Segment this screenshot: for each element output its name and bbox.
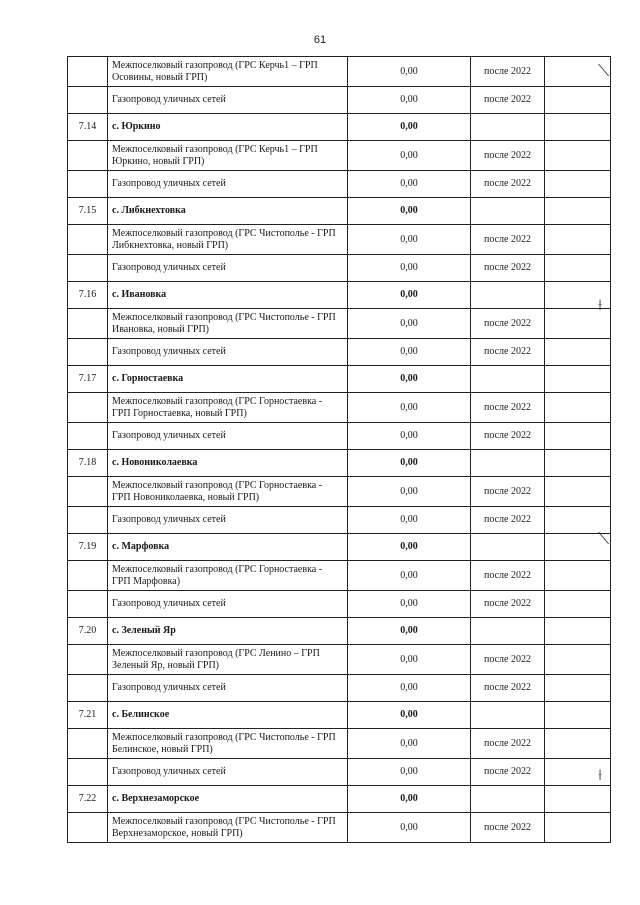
settlement-row: [68, 450, 611, 477]
row-name: Межпоселковый газопровод (ГРС Чистополье - ГРП Белинское, новый ГРП): [108, 729, 348, 759]
row-period: после 2022: [471, 813, 545, 843]
row-name: Межпоселковый газопровод (ГРС Керчь1 – ГРП Осовины, новый ГРП): [108, 57, 348, 87]
row-extra: [545, 141, 611, 171]
table-body: [68, 57, 611, 843]
row-period: после 2022: [471, 645, 545, 675]
pipeline-row: [68, 87, 611, 114]
row-period: после 2022: [471, 759, 545, 786]
row-extra: [545, 675, 611, 702]
row-extra: [545, 591, 611, 618]
row-extra: [545, 645, 611, 675]
row-period: после 2022: [471, 57, 545, 87]
row-value: 0,00: [348, 591, 471, 618]
row-value: 0,00: [348, 477, 471, 507]
row-period: после 2022: [471, 507, 545, 534]
row-value: 0,00: [348, 225, 471, 255]
row-period: после 2022: [471, 141, 545, 171]
row-value: 0,00: [348, 729, 471, 759]
row-number: 7.16: [68, 282, 108, 309]
settlement-row: [68, 198, 611, 225]
row-extra: [545, 171, 611, 198]
row-value: 0,00: [348, 198, 471, 225]
row-period: [471, 702, 545, 729]
row-number: [68, 675, 108, 702]
pipeline-row: [68, 423, 611, 450]
row-value: 0,00: [348, 759, 471, 786]
row-name: Газопровод уличных сетей: [108, 339, 348, 366]
row-name: с. Белинское: [108, 702, 348, 729]
row-value: 0,00: [348, 255, 471, 282]
row-number: 7.19: [68, 534, 108, 561]
pipeline-row: [68, 759, 611, 786]
row-extra: [545, 225, 611, 255]
row-period: после 2022: [471, 561, 545, 591]
pipeline-row: [68, 255, 611, 282]
row-value: 0,00: [348, 339, 471, 366]
row-extra: [545, 423, 611, 450]
row-name: Газопровод уличных сетей: [108, 591, 348, 618]
row-number: [68, 423, 108, 450]
row-name: с. Марфовка: [108, 534, 348, 561]
settlement-row: [68, 114, 611, 141]
row-extra: [545, 813, 611, 843]
row-value: 0,00: [348, 507, 471, 534]
row-number: [68, 729, 108, 759]
row-value: 0,00: [348, 309, 471, 339]
row-period: после 2022: [471, 477, 545, 507]
pipeline-row: [68, 309, 611, 339]
row-extra: [545, 450, 611, 477]
row-period: [471, 282, 545, 309]
row-extra: [545, 87, 611, 114]
row-name: с. Либкнехтовка: [108, 198, 348, 225]
row-name: с. Юркино: [108, 114, 348, 141]
row-value: 0,00: [348, 645, 471, 675]
pipeline-row: [68, 57, 611, 87]
pipeline-row: [68, 171, 611, 198]
row-name: Газопровод уличных сетей: [108, 171, 348, 198]
row-extra: [545, 786, 611, 813]
row-period: после 2022: [471, 393, 545, 423]
margin-tick-mark: ⟍: [598, 61, 610, 80]
row-name: Межпоселковый газопровод (ГРС Керчь1 – ГРП Юркино, новый ГРП): [108, 141, 348, 171]
row-name: с. Горностаевка: [108, 366, 348, 393]
row-value: 0,00: [348, 141, 471, 171]
row-number: [68, 477, 108, 507]
row-period: после 2022: [471, 309, 545, 339]
row-number: 7.17: [68, 366, 108, 393]
row-period: [471, 534, 545, 561]
settlement-row: [68, 534, 611, 561]
row-extra: [545, 702, 611, 729]
row-name: с. Новониколаевка: [108, 450, 348, 477]
row-name: с. Зеленый Яр: [108, 618, 348, 645]
row-value: 0,00: [348, 423, 471, 450]
row-value: 0,00: [348, 813, 471, 843]
row-name: Межпоселковый газопровод (ГРС Чистополье - ГРП Верхнезаморское, новый ГРП): [108, 813, 348, 843]
settlement-row: [68, 366, 611, 393]
row-number: [68, 561, 108, 591]
row-number: [68, 507, 108, 534]
row-number: [68, 309, 108, 339]
row-number: [68, 759, 108, 786]
row-value: 0,00: [348, 393, 471, 423]
row-extra: [545, 477, 611, 507]
row-name: Газопровод уличных сетей: [108, 759, 348, 786]
row-name: Межпоселковый газопровод (ГРС Чистополье - ГРП Либкнехтовка, новый ГРП): [108, 225, 348, 255]
row-period: [471, 366, 545, 393]
row-period: [471, 114, 545, 141]
row-period: [471, 618, 545, 645]
row-period: после 2022: [471, 591, 545, 618]
row-value: 0,00: [348, 534, 471, 561]
row-number: [68, 255, 108, 282]
row-number: [68, 225, 108, 255]
row-value: 0,00: [348, 282, 471, 309]
row-name: с. Верхнезаморское: [108, 786, 348, 813]
row-period: после 2022: [471, 675, 545, 702]
row-number: 7.20: [68, 618, 108, 645]
page-number: 61: [313, 34, 327, 46]
row-number: [68, 813, 108, 843]
row-period: после 2022: [471, 339, 545, 366]
settlement-row: [68, 786, 611, 813]
margin-tick-mark: ⟊: [598, 765, 603, 784]
row-name: с. Ивановка: [108, 282, 348, 309]
row-name: Газопровод уличных сетей: [108, 423, 348, 450]
row-number: [68, 87, 108, 114]
row-value: 0,00: [348, 618, 471, 645]
row-number: [68, 141, 108, 171]
row-extra: [545, 366, 611, 393]
settlement-row: [68, 282, 611, 309]
row-number: 7.14: [68, 114, 108, 141]
settlement-row: [68, 702, 611, 729]
row-period: [471, 198, 545, 225]
pipeline-row: [68, 477, 611, 507]
row-name: Газопровод уличных сетей: [108, 507, 348, 534]
row-value: 0,00: [348, 57, 471, 87]
row-period: после 2022: [471, 225, 545, 255]
row-number: 7.22: [68, 786, 108, 813]
pipeline-table: [67, 56, 611, 843]
row-name: Газопровод уличных сетей: [108, 675, 348, 702]
row-extra: [545, 561, 611, 591]
pipeline-row: [68, 591, 611, 618]
row-extra: [545, 339, 611, 366]
row-number: [68, 339, 108, 366]
pipeline-row: [68, 225, 611, 255]
row-value: 0,00: [348, 561, 471, 591]
pipeline-row: [68, 393, 611, 423]
row-period: после 2022: [471, 87, 545, 114]
row-number: [68, 57, 108, 87]
row-number: [68, 645, 108, 675]
row-name: Межпоселковый газопровод (ГРС Горностаевка - ГРП Новониколаевка, новый ГРП): [108, 477, 348, 507]
row-value: 0,00: [348, 675, 471, 702]
row-value: 0,00: [348, 702, 471, 729]
pipeline-row: [68, 675, 611, 702]
row-extra: [545, 618, 611, 645]
row-extra: [545, 198, 611, 225]
settlement-row: [68, 618, 611, 645]
row-period: [471, 786, 545, 813]
pipeline-row: [68, 645, 611, 675]
row-extra: [545, 114, 611, 141]
row-extra: [545, 729, 611, 759]
row-extra: [545, 393, 611, 423]
margin-tick-mark: ⟍: [598, 529, 610, 548]
pipeline-row: [68, 813, 611, 843]
row-period: после 2022: [471, 729, 545, 759]
row-number: [68, 171, 108, 198]
row-value: 0,00: [348, 450, 471, 477]
row-name: Межпоселковый газопровод (ГРС Горностаевка - ГРП Марфовка): [108, 561, 348, 591]
row-value: 0,00: [348, 171, 471, 198]
row-value: 0,00: [348, 87, 471, 114]
row-name: Межпоселковый газопровод (ГРС Ленино – ГРП Зеленый Яр, новый ГРП): [108, 645, 348, 675]
row-value: 0,00: [348, 114, 471, 141]
row-name: Межпоселковый газопровод (ГРС Чистополье - ГРП Ивановка, новый ГРП): [108, 309, 348, 339]
row-name: Газопровод уличных сетей: [108, 87, 348, 114]
pipeline-row: [68, 729, 611, 759]
row-value: 0,00: [348, 366, 471, 393]
pipeline-row: [68, 561, 611, 591]
row-period: после 2022: [471, 171, 545, 198]
row-name: Газопровод уличных сетей: [108, 255, 348, 282]
row-number: [68, 393, 108, 423]
row-period: после 2022: [471, 255, 545, 282]
pipeline-row: [68, 141, 611, 171]
row-number: 7.18: [68, 450, 108, 477]
row-value: 0,00: [348, 786, 471, 813]
pipeline-row: [68, 507, 611, 534]
row-period: после 2022: [471, 423, 545, 450]
pipeline-row: [68, 339, 611, 366]
row-period: [471, 450, 545, 477]
margin-tick-mark: ⟊: [598, 295, 603, 314]
row-extra: [545, 255, 611, 282]
row-number: 7.21: [68, 702, 108, 729]
row-number: 7.15: [68, 198, 108, 225]
row-number: [68, 591, 108, 618]
row-name: Межпоселковый газопровод (ГРС Горностаевка - ГРП Горностаевка, новый ГРП): [108, 393, 348, 423]
